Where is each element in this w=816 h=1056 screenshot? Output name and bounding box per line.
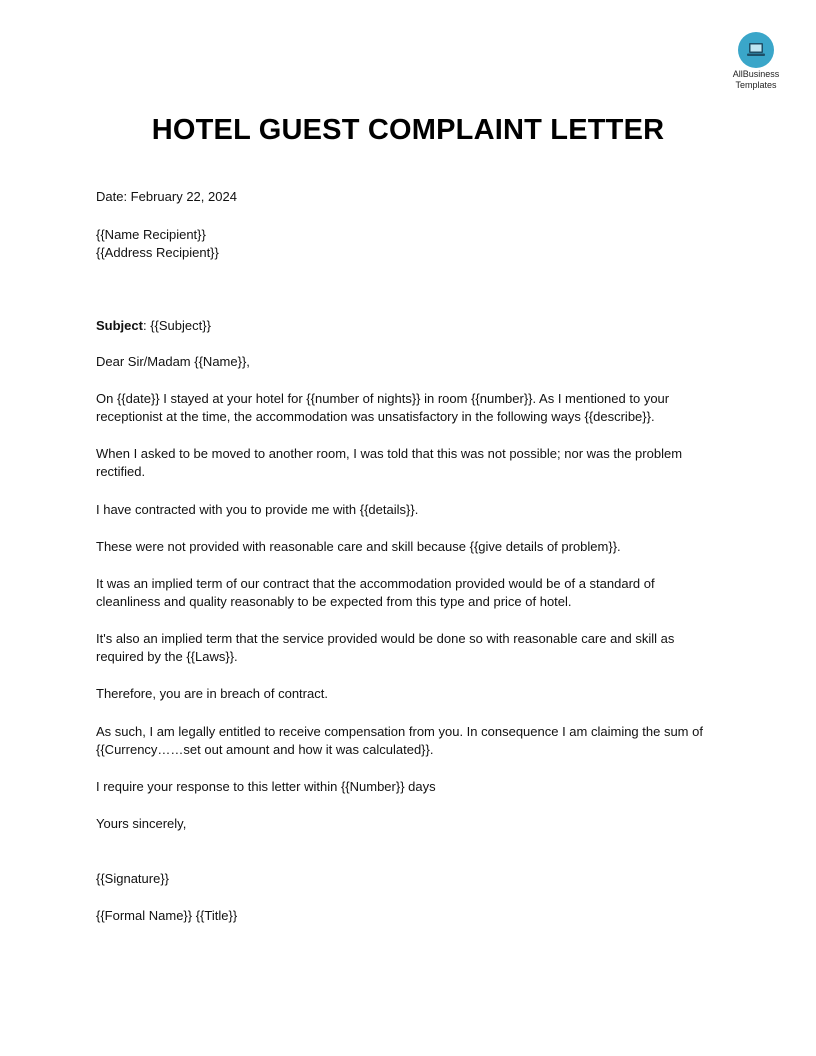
recipient-address: {{Address Recipient}}: [96, 245, 219, 260]
body-paragraph-9: I require your response to this letter within {{Number}} days: [96, 779, 436, 794]
body-paragraph-2: When I asked to be moved to another room, I was told that this was not possible; nor was the problem rectified.: [96, 446, 683, 479]
laptop-icon: [738, 32, 774, 68]
formal-name-title: {{Formal Name}} {{Title}}: [96, 908, 238, 923]
subject-value: : {{Subject}}: [142, 318, 211, 333]
subject-label: Subject: [96, 318, 143, 333]
body-paragraph-7: Therefore, you are in breach of contract.: [96, 686, 328, 701]
body-paragraph-1: On {{date}} I stayed at your hotel for {{number of nights}} in room {{number}}. As I mentioned to your receptionist at the time, the accommodation was unsatisfactory in the following ways {{describe}}.: [96, 391, 670, 424]
body-paragraph-8: As such, I am legally entitled to receive compensation from you. In consequence I am claiming the sum of {{Currency……set out amount and how it was calculated}}.: [96, 724, 703, 757]
letter-date: Date: February 22, 2024: [96, 189, 237, 204]
salutation: Dear Sir/Madam {{Name}},: [96, 354, 250, 369]
body-paragraph-4: These were not provided with reasonable care and skill because {{give details of problem}}.: [96, 539, 621, 554]
closing: Yours sincerely,: [96, 816, 187, 831]
allbusiness-logo: [724, 32, 788, 90]
body-paragraph-5: It was an implied term of our contract that the accommodation provided would be of a standard of cleanliness and quality reasonably to be expected from this type and price of hotel.: [96, 576, 655, 609]
body-paragraph-3: I have contracted with you to provide me with {{details}}.: [96, 502, 419, 517]
signature-placeholder: {{Signature}}: [96, 871, 170, 886]
logo-text-line1: AllBusiness: [732, 69, 780, 79]
document-title: HOTEL GUEST COMPLAINT LETTER: [151, 114, 665, 146]
subject-line: [96, 317, 736, 335]
body-paragraph-6: It's also an implied term that the service provided would be done so with reasonable care and skill as required by the {{Laws}}.: [96, 631, 675, 664]
recipient-name: {{Name Recipient}}: [96, 227, 206, 242]
logo-text-line2: Templates: [735, 80, 777, 90]
